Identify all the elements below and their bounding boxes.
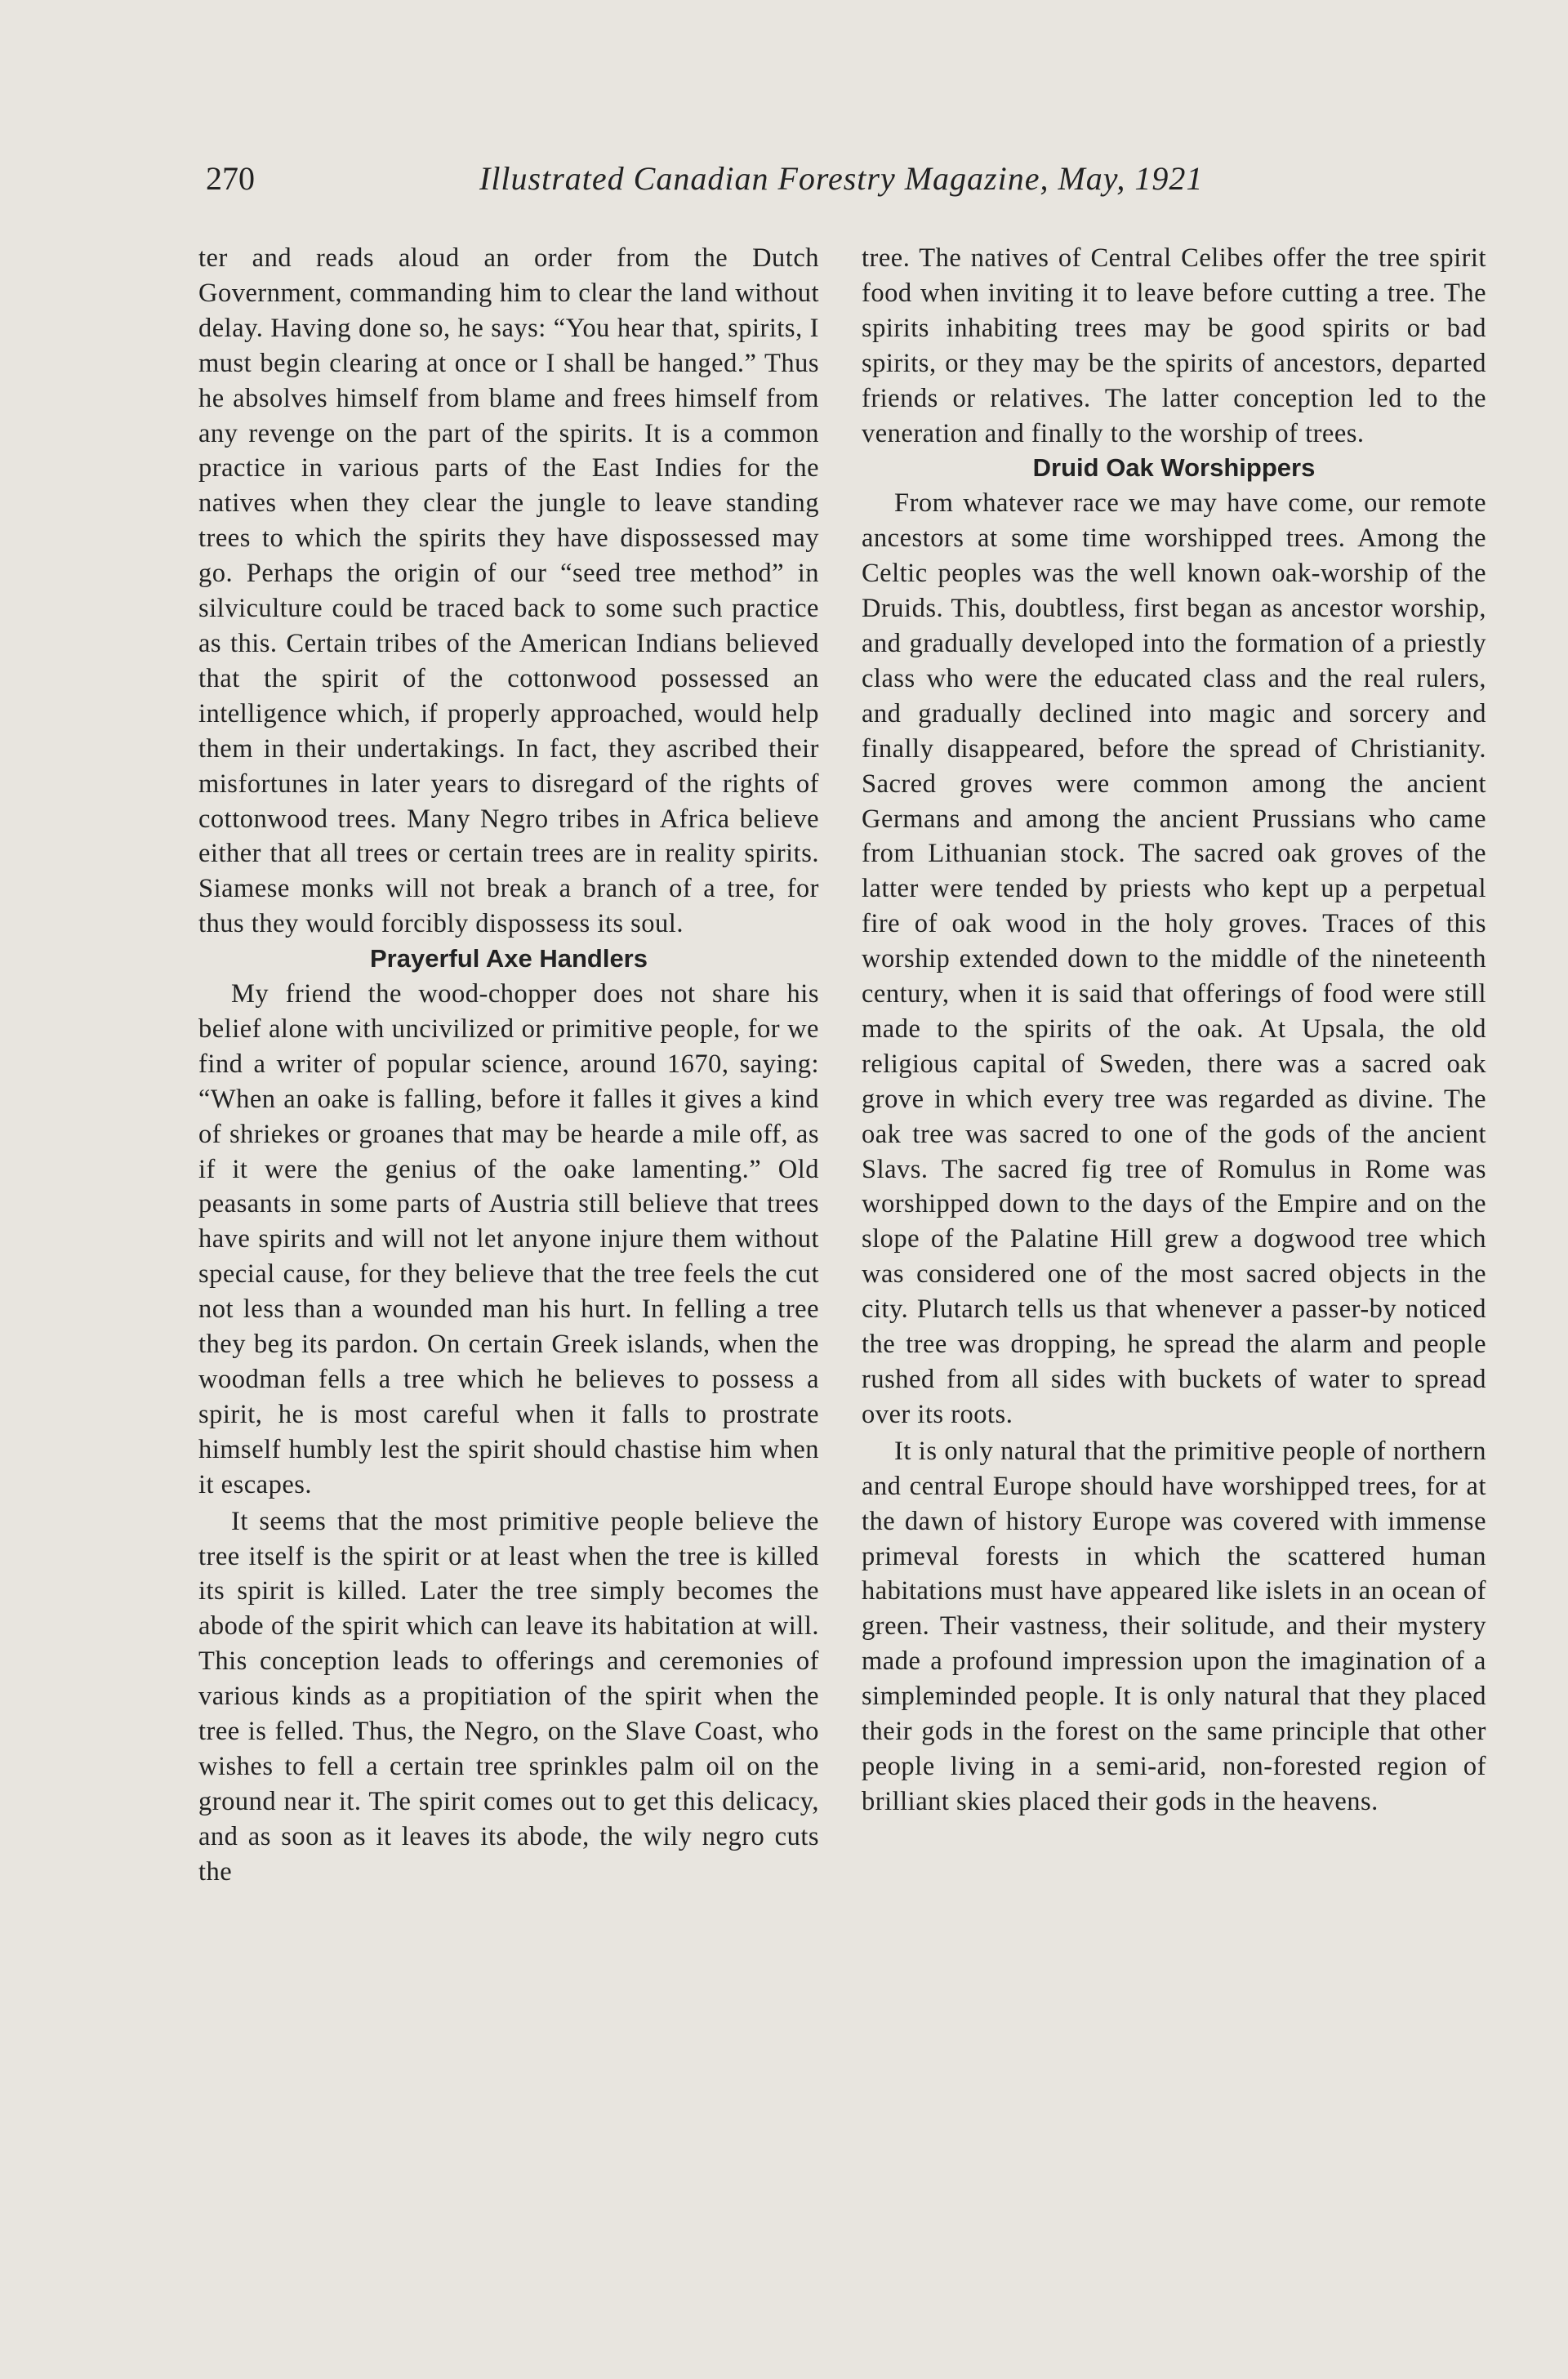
paragraph: tree. The natives of Central Celibes offer the tree spirit food when inviting it to leave before cutting a tree. The spirits inhabiting trees may be good spirits or bad spirits, or they may be the spirits of ancestors, departed friends or relatives. The latter conception led to the veneration and finally to the worship of trees. [862,243,1486,448]
page-number: 270 [206,160,255,197]
paragraph: My friend the wood-chopper does not share his belief alone with uncivilized or primitive people, for we find a writer of popular science, around 1670, saying: “When an oake is falling, before it falles it gives a kind of shriekes or groanes that may be hearde a mile off, as if it were the genius of the oake lamenting.” Old peasants in some parts of Austria still believe that trees have spirits and will not let anyone injure them without special cause, for they believe that the tree feels the cut not less than a wounded man his hurt. In felling a tree they beg its pardon. On certain Greek islands, when the woodman fells a tree which he believes to possess a spirit, he is most careful when it falls to prostrate himself humbly lest the spirit should chastise him when it escapes. [198,979,819,1499]
paragraph: From whatever race we may have come, our remote ancestors at some time worshipped trees. Among the Celtic peoples was the well known oak-worship of the Druids. This, doubtless, first began as ancestor worship, and gradually developed into the formation of a priestly class who were the educated class and the real rulers, and gradually declined into magic and sorcery and finally disappeared, before the spread of Christianity. Sacred groves were common among the ancient Germans and among the ancient Prussians who came from Lithuanian stock. The sacred oak groves of the latter were tended by priests who kept up a perpetual fire of oak wood in the holy groves. Traces of this worship extended down to the middle of the nineteenth century, when it is said that offerings of food were still made to the spirits of the oak. At Upsala, the old religious capital of Sweden, there was a sacred oak grove in which every tree was regarded as divine. The oak tree was sacred to one of the gods of the ancient Slavs. The sacred fig tree of Romulus in Rome was worshipped down to the days of the Empire and on the slope of the Palatine Hill grew a dogwood tree which was considered one of the most sacred objects in the city. Plutarch tells us that whenever a passer-by noticed the tree was dropping, he spread the alarm and people rushed from all sides with buckets of water to spread over its roots. [862,488,1486,1429]
paragraph: ter and reads aloud an order from the Dutch Government, commanding him to clear the land without delay. Having done so, he says: “You hear that, spirits, I must begin clearing at once or I shall be hanged.” Thus he absolves himself from blame and frees himself from any revenge on the part of the spirits. It is a common practice in various parts of the East Indies for the natives when they clear the jungle to leave standing trees to which the spirits they have dispossessed may go. Perhaps the origin of our “seed tree method” in silviculture could be traced back to some such practice as this. Certain tribes of the American Indians believed that the spirit of the cottonwood possessed an intelligence which, if properly approached, would help them in their undertakings. In fact, they ascribed their misfortunes in later years to disregard of the rights of cottonwood trees. Many Negro tribes in Africa believe either that all trees or certain trees are in reality spirits. Siamese monks will not break a branch of a tree, for thus they would forcibly dispossess its soul. [198,243,819,939]
section-heading: Prayerful Axe Handlers [369,944,648,973]
running-title: Illustrated Canadian Forestry Magazine, May, 1921 [479,160,1204,197]
paragraph: It is only natural that the primitive people of northern and central Europe should have worshipped trees, for at the dawn of history Europe was covered with immense primeval forests in which the scattered human habitations must have appeared like islets in an ocean of green. Their vastness, their solitude, and their mystery made a profound impression upon the imagination of a simpleminded people. It is only natural that they placed their gods in the forest on the same principle that other people living in a semi-arid, non-forested region of brilliant skies placed their gods in the heavens. [862,1436,1486,1816]
paragraph: It seems that the most primitive people believe the tree itself is the spirit or at least when the tree is killed its spirit is killed. Later the tree simply becomes the abode of the spirit which can leave its habitation at will. This conception leads to offerings and ceremonies of various kinds as a propitiation of the spirit when the tree is felled. Thus, the Negro, on the Slave Coast, who wishes to fell a certain tree sprinkles palm oil on the ground near it. The spirit comes out to get this delicacy, and as soon as it leaves its abode, the wily negro cuts the [198,1506,819,1887]
section-heading: Druid Oak Worshippers [1032,453,1316,483]
page-header [206,159,1365,200]
right-column [862,241,1486,1820]
left-column [198,241,819,1890]
